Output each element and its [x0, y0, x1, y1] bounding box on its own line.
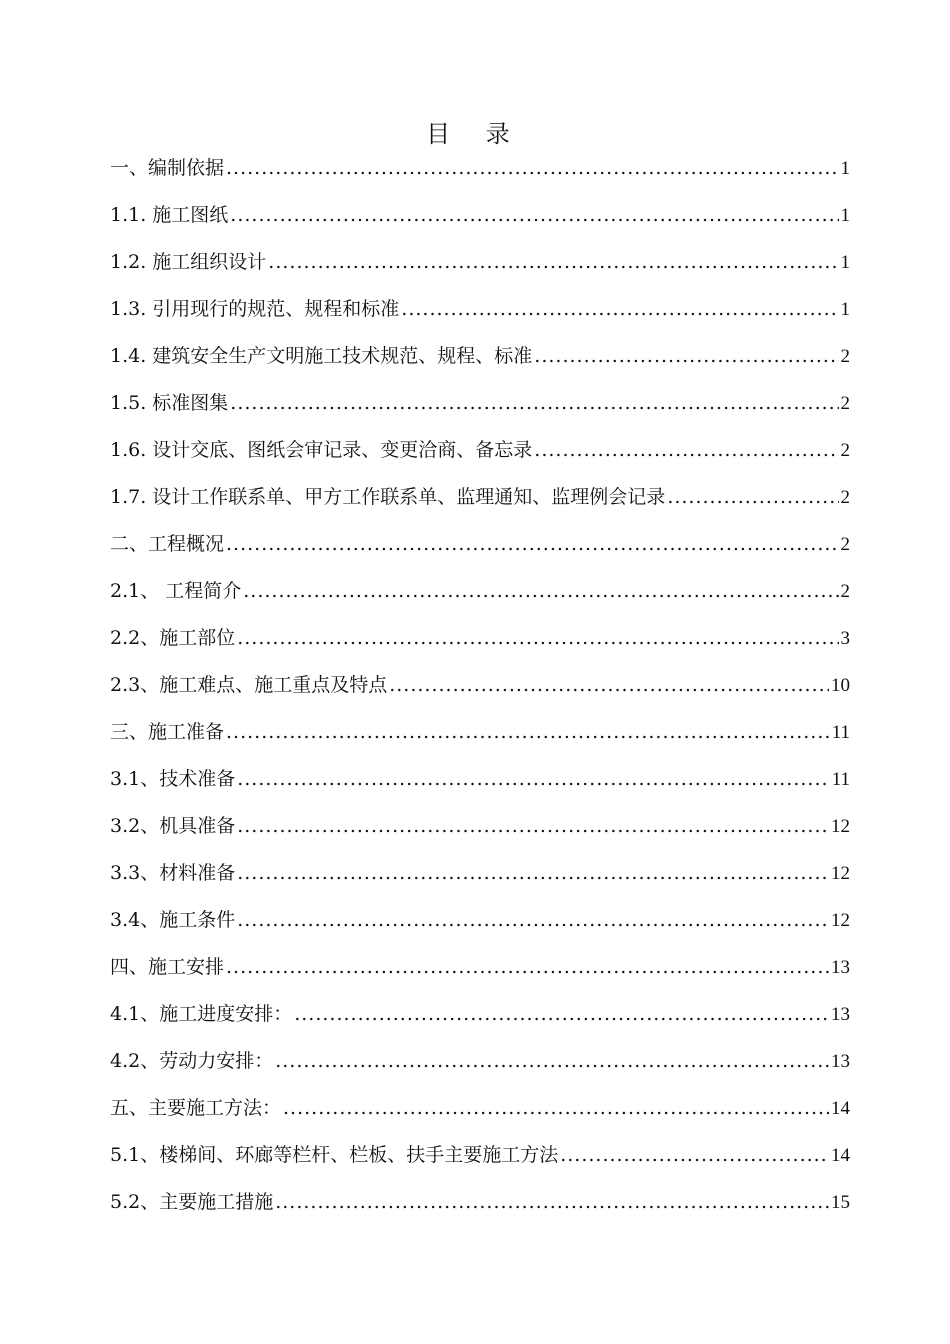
toc-dot-leader [667, 479, 838, 515]
toc-entry-page: 11 [831, 722, 850, 743]
toc-dot-leader [237, 855, 829, 891]
toc-entry-5[interactable] [110, 1090, 850, 1137]
toc-dot-leader [237, 808, 829, 844]
toc-entry-1-6[interactable] [110, 432, 850, 479]
toc-dot-leader [534, 432, 838, 468]
toc-entry-page: 3 [840, 628, 850, 649]
toc-entry-5-2[interactable] [110, 1184, 850, 1231]
toc-entry-3-3[interactable] [110, 855, 850, 902]
toc-dot-leader [226, 526, 838, 562]
toc-entry-label: 2.2、施工部位 [110, 627, 236, 649]
toc-entry-1[interactable] [110, 150, 850, 197]
toc-dot-leader [226, 949, 829, 985]
toc-dot-leader [275, 1043, 829, 1079]
toc-entry-3-4[interactable] [110, 902, 850, 949]
toc-entry-label: 3.2、机具准备 [110, 815, 236, 837]
toc-entry-label: 三、施工准备 [110, 721, 225, 743]
toc-entry-2-3[interactable] [110, 667, 850, 714]
toc-entry-page: 12 [831, 910, 850, 931]
toc-dot-leader [237, 620, 838, 656]
toc-entry-1-3[interactable] [110, 291, 850, 338]
toc-dot-leader [243, 573, 838, 609]
toc-entry-label: 4.2、劳动力安排： [110, 1050, 274, 1072]
toc-entry-page: 13 [831, 1004, 850, 1025]
toc-entry-page: 2 [840, 346, 850, 367]
toc-dot-leader [226, 714, 830, 750]
toc-entry-label: 3.4、施工条件 [110, 909, 236, 931]
toc-dot-leader [283, 1090, 829, 1126]
toc-entry-label: 1.6. 设计交底、图纸会审记录、变更洽商、备忘录 [110, 439, 533, 461]
toc-entry-page: 1 [840, 205, 850, 226]
toc-dot-leader [268, 244, 838, 280]
toc-list [110, 150, 850, 1231]
toc-entry-1-4[interactable] [110, 338, 850, 385]
toc-entry-label: 1.3. 引用现行的规范、规程和标准 [110, 298, 400, 320]
toc-entry-1-2[interactable] [110, 244, 850, 291]
toc-entry-page: 14 [831, 1145, 850, 1166]
toc-entry-page: 10 [831, 675, 850, 696]
toc-entry-page: 15 [831, 1192, 850, 1213]
toc-entry-1-1[interactable] [110, 197, 850, 244]
toc-entry-3[interactable] [110, 714, 850, 761]
toc-dot-leader [230, 385, 838, 421]
toc-entry-page: 13 [831, 1051, 850, 1072]
toc-entry-label: 3.3、材料准备 [110, 862, 236, 884]
toc-entry-label: 4.1、施工进度安排： [110, 1003, 293, 1025]
toc-entry-1-5[interactable] [110, 385, 850, 432]
toc-dot-leader [275, 1184, 829, 1220]
toc-dot-leader [534, 338, 838, 374]
toc-dot-leader [294, 996, 829, 1032]
toc-entry-page: 13 [831, 957, 850, 978]
toc-entry-label: 1.1. 施工图纸 [110, 204, 229, 226]
toc-title: 目 录 [426, 120, 524, 148]
toc-entry-3-2[interactable] [110, 808, 850, 855]
toc-entry-4[interactable] [110, 949, 850, 996]
toc-dot-leader [237, 902, 829, 938]
toc-entry-page: 12 [831, 816, 850, 837]
toc-entry-label: 1.2. 施工组织设计 [110, 251, 267, 273]
toc-dot-leader [560, 1137, 829, 1173]
toc-entry-label: 2.1、 工程简介 [110, 580, 242, 602]
toc-entry-label: 5.1、楼梯间、环廊等栏杆、栏板、扶手主要施工方法 [110, 1144, 559, 1166]
toc-entry-2-2[interactable] [110, 620, 850, 667]
toc-entry-label: 二、工程概况 [110, 533, 225, 555]
toc-dot-leader [230, 197, 838, 233]
toc-entry-label: 1.7. 设计工作联系单、甲方工作联系单、监理通知、监理例会记录 [110, 486, 666, 508]
toc-entry-4-2[interactable] [110, 1043, 850, 1090]
toc-entry-page: 2 [840, 393, 850, 414]
toc-entry-label: 1.4. 建筑安全生产文明施工技术规范、规程、标准 [110, 345, 533, 367]
toc-dot-leader [389, 667, 829, 703]
toc-dot-leader [401, 291, 838, 327]
toc-entry-label: 5.2、主要施工措施 [110, 1191, 274, 1213]
toc-entry-page: 2 [840, 534, 850, 555]
toc-entry-3-1[interactable] [110, 761, 850, 808]
toc-dot-leader [237, 761, 829, 797]
toc-entry-page: 1 [840, 158, 850, 179]
toc-entry-1-7[interactable] [110, 479, 850, 526]
toc-entry-page: 2 [840, 487, 850, 508]
toc-entry-page: 12 [831, 863, 850, 884]
toc-entry-label: 四、施工安排 [110, 956, 225, 978]
toc-entry-label: 3.1、技术准备 [110, 768, 236, 790]
toc-entry-2[interactable] [110, 526, 850, 573]
toc-entry-page: 2 [840, 581, 850, 602]
toc-entry-5-1[interactable] [110, 1137, 850, 1184]
toc-entry-page: 1 [840, 299, 850, 320]
toc-entry-page: 1 [840, 252, 850, 273]
toc-entry-page: 11 [831, 769, 850, 790]
toc-entry-page: 14 [831, 1098, 850, 1119]
toc-entry-label: 1.5. 标准图集 [110, 392, 229, 414]
toc-entry-label: 一、编制依据 [110, 157, 225, 179]
toc-dot-leader [226, 150, 838, 186]
toc-entry-label: 五、主要施工方法： [110, 1097, 282, 1119]
toc-entry-2-1[interactable] [110, 573, 850, 620]
toc-entry-4-1[interactable] [110, 996, 850, 1043]
toc-entry-page: 2 [840, 440, 850, 461]
toc-entry-label: 2.3、施工难点、施工重点及特点 [110, 674, 388, 696]
